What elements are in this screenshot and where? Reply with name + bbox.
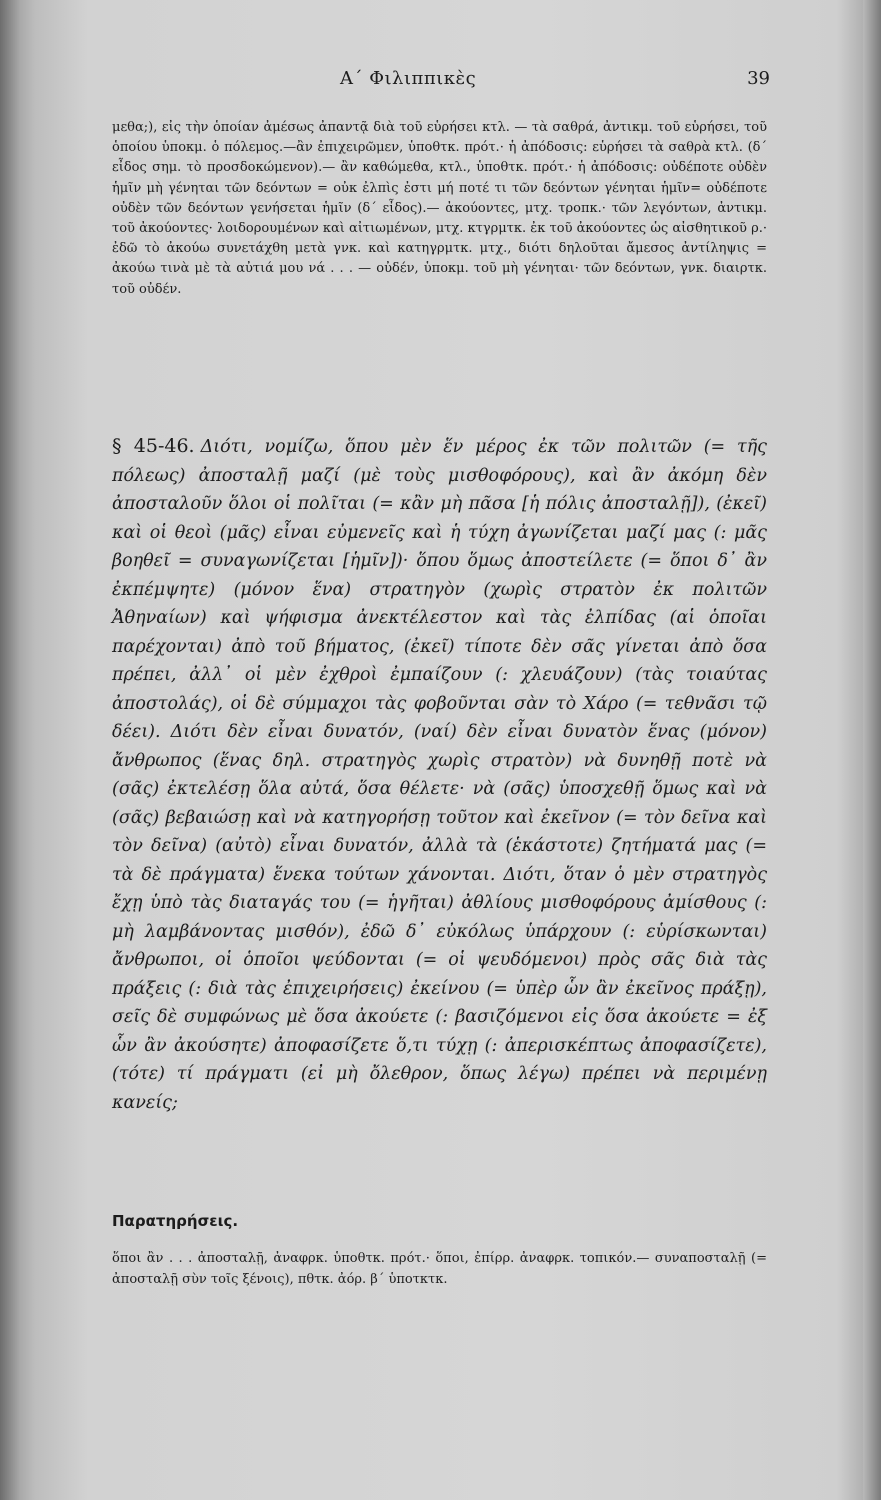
remarks-text: ὅποι ἂν . . . ἀποσταλῇ, ἀναφρκ. ὑποθτκ. πρότ.· ὅποι, ἐπίρρ. ἀναφρκ. τοπικόν.— συναποσταλῇ (= ἀποσταλῇ σὺν τοῖς ξένοις), πθτκ. ἀόρ. β΄ ὑποτκτκ. [112, 1251, 767, 1287]
translation-paragraph [112, 432, 767, 1117]
commentary-notes: μεθα;), εἰς τὴν ὁποίαν ἀμέσως ἀπαντᾷ διὰ τοῦ εὑρήσει κτλ. — τὰ σαθρά, ἀντικμ. τοῦ εὑρήσει, τοῦ ὁποίου ὑποκμ. ὁ πόλεμος.—ἂν ἐπιχειρῶμεν, ὑποθτκ. πρότ.· ἡ ἀπόδοσις: εὑρήσει τὰ σαθρὰ κτλ. (δ΄ εἶδος σημ. τὸ προσδοκώμενον).— ἂν καθώμεθα, κτλ., ὑποθτκ. πρότ.· ἡ ἀπόδοσις: οὐδέποτε οὐδὲν ἡμῖν μὴ γένηται τῶν δεόντων = οὐκ ἐλπὶς ἐστι μή ποτέ τι τῶν δεόντων γένηται ἡμῖν= οὐδέποτε οὐδὲν τῶν δεόντων γενήσεται ἡμῖν (δ΄ εἶδος).— ἀκούοντες, μτχ. τροπκ.· τῶν λεγόντων, ἀντικμ. τοῦ ἀκούοντες· λοιδορουμένων καὶ αἰτιωμένων, μτχ. κτγρμτκ. ἐκ τοῦ ἀκούοντες ὡς αἰσθητικοῦ ρ.· ἐδῶ τὸ ἀκούω συνετάχθη μετὰ γνκ. καὶ κατηγρμτκ. μτχ., διότι δηλοῦται ἄμεσος ἀντίληψις = ἀκούω τινὰ μὲ τὰ αὐτιά μου νά . . . — οὐδέν, ὑποκμ. τοῦ μὴ γένηται· τῶν δεόντων, γνκ. διαιρτκ. τοῦ οὐδέν. [112, 120, 767, 297]
page-shadow-left [0, 0, 20, 1500]
section-label: § 45-46. [112, 435, 195, 457]
page-shadow-right [863, 0, 881, 1500]
remarks-heading: Παρατηρήσεις. [112, 1212, 239, 1230]
page-number: 39 [747, 68, 770, 89]
running-header [110, 68, 770, 98]
translation-text: Διότι, νομίζω, ὅπου μὲν ἕν μέρος ἐκ τῶν πολιτῶν (= τῆς πόλεως) ἀποσταλῇ μαζί (μὲ τοὺς μισθοφόρους), καὶ ἂν ἀκόμη δὲν ἀποσταλοῦν ὅλοι οἱ πολῖται (= κἂν μὴ πᾶσα [ἡ πόλις ἀποσταλῇ]), (ἐκεῖ) καὶ οἱ θεοὶ (μᾶς) εἶναι εὐμενεῖς καὶ ἡ τύχη ἀγωνίζεται μαζί μας (: μᾶς βοηθεῖ = συναγωνίζεται [ἡμῖν])· ὅπου ὅμως ἀποστείλετε (= ὅποι δ᾿ ἂν ἐκπέμψητε) (μόνον ἕνα) στρατηγὸν (χωρὶς στρατὸν ἐκ πολιτῶν Ἀθηναίων) καὶ ψήφισμα ἀνεκτέλεστον καὶ τὰς ἐλπίδας (αἱ ὁποῖαι παρέχονται) ἀπὸ τοῦ βήματος, (ἐκεῖ) τίποτε δὲν σᾶς γίνεται ἀπὸ ὅσα πρέπει, ἀλλ᾿ οἱ μὲν ἐχθροὶ ἐμπαίζουν (: χλευάζουν) (τὰς τοιαύτας ἀποστολάς), οἱ δὲ σύμμαχοι τὰς φοβοῦνται σὰν τὸ Χάρο (= τεθνᾶσι τῷ δέει). Διότι δὲν εἶναι δυνατόν, (ναί) δὲν εἶναι δυνατὸν ἕνας (μόνον) ἄνθρωπος (ἕνας δηλ. στρατηγὸς χωρὶς στρατὸν) νὰ δυνηθῇ ποτὲ νὰ (σᾶς) ἐκτελέσῃ ὅλα αὐτά, ὅσα θέλετε· νὰ (σᾶς) ὑποσχεθῇ ὅμως καὶ νὰ (σᾶς) βεβαιώσῃ καὶ νὰ κατηγορήσῃ τοῦτον καὶ ἐκεῖνον (= τὸν δεῖνα καὶ τὸν δεῖνα) (αὐτὸ) εἶναι δυνατόν, ἀλλὰ τὰ (ἑκάστοτε) ζητήματά μας (= τὰ δὲ πράγματα) ἕνεκα τούτων χάνονται. Διότι, ὅταν ὁ μὲν στρατηγὸς ἔχῃ ὑπὸ τὰς διαταγάς του (= ἡγῆται) ἀθλίους μισθοφόρους ἀμίσθους (: μὴ λαμβάνοντας μισθόν), ἐδῶ δ᾿ εὐκόλως ὑπάρχουν (: εὑρίσκωνται) ἄνθρωποι, οἱ ὁποῖοι ψεύδονται (= οἱ ψευδόμενοι) πρὸς σᾶς διὰ τὰς πράξεις (: διὰ τὰς ἐπιχειρήσεις) ἐκείνου (= ὑπὲρ ὧν ἂν ἐκεῖνος πράξῃ), σεῖς δὲ συμφώνως μὲ ὅσα ἀκούετε (: βασιζόμενοι εἰς ὅσα ἀκούετε = ἐξ ὧν ἂν ἀκούσητε) ἀποφασίζετε ὅ,τι τύχῃ (: ἀπερισκέπτως ἀποφασίζετε), (τότε) τί πράγματι (εἰ μὴ ὄλεθρον, ὅπως λέγω) πρέπει νὰ περιμένῃ κανείς; [112, 437, 767, 1113]
header-title: Α΄ Φιλιππικὲς [340, 68, 477, 89]
